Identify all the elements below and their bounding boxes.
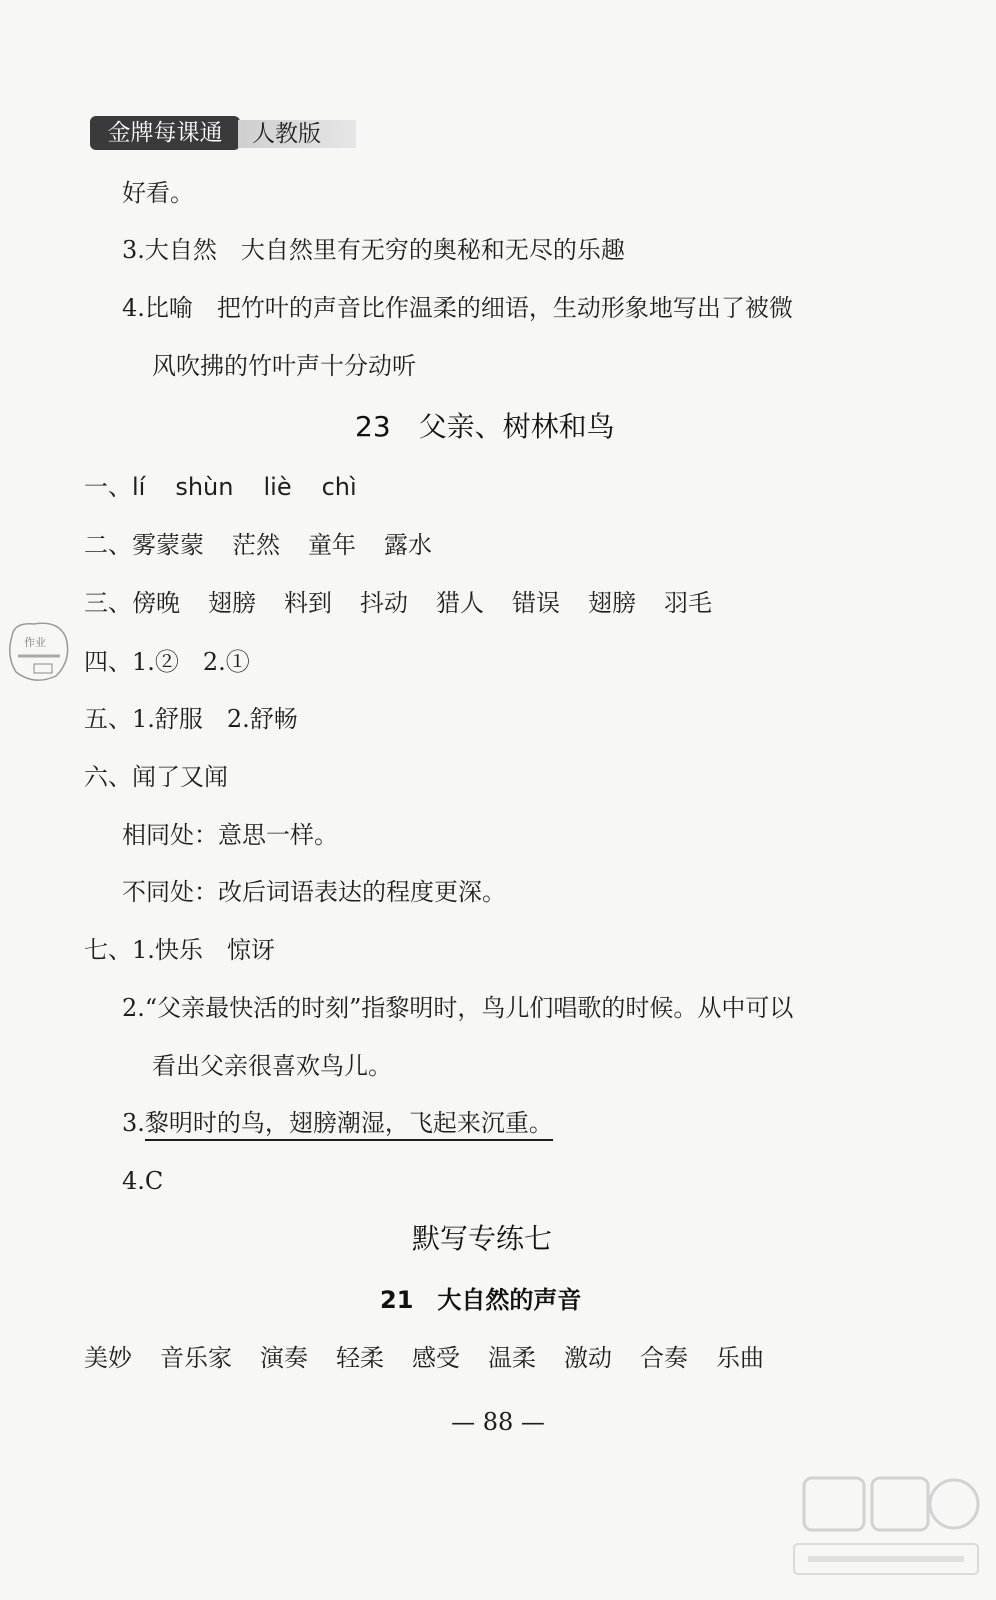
section-3 bbox=[84, 588, 712, 618]
section-6-title: 六、闻了又闻 bbox=[84, 763, 228, 791]
pinyin-item: liè bbox=[263, 473, 292, 501]
section-1 bbox=[84, 472, 357, 502]
word-item: 感受 bbox=[412, 1344, 460, 1372]
section-7-q1: 七、1.快乐 惊讶 bbox=[84, 936, 275, 964]
word-item: 温柔 bbox=[488, 1344, 536, 1372]
stamp-text: 作业 bbox=[24, 636, 46, 649]
pinyin-item: chì bbox=[321, 473, 357, 501]
word-item: 激动 bbox=[564, 1344, 612, 1372]
dictation-words bbox=[84, 1343, 764, 1373]
stamp-icon bbox=[4, 616, 74, 686]
word-item: 猎人 bbox=[436, 589, 484, 617]
section-7-q2-line1: 2.“父亲最快活的时刻”指黎明时，鸟儿们唱歌的时候。从中可以 bbox=[122, 994, 794, 1022]
page-header bbox=[90, 116, 362, 152]
word-item: 美妙 bbox=[84, 1344, 132, 1372]
section-3-label: 三、 bbox=[84, 589, 132, 617]
prev-line-0: 好看。 bbox=[122, 179, 194, 207]
word-item: 茫然 bbox=[232, 531, 280, 559]
section-5: 五、1.舒服 2.舒畅 bbox=[84, 705, 298, 733]
word-item: 合奏 bbox=[640, 1344, 688, 1372]
section-2-label: 二、 bbox=[84, 531, 132, 559]
word-item: 轻柔 bbox=[336, 1344, 384, 1372]
q3-underlined-answer: 黎明时的鸟，翅膀潮湿，飞起来沉重。 bbox=[145, 1109, 553, 1141]
dictation-lesson-title: 21 大自然的声音 bbox=[380, 1286, 582, 1314]
word-item: 童年 bbox=[308, 531, 356, 559]
word-item: 露水 bbox=[384, 531, 432, 559]
prev-q3: 3.大自然 大自然里有无穷的奥秘和无尽的乐趣 bbox=[122, 236, 625, 264]
pinyin-item: shùn bbox=[175, 473, 234, 501]
word-item: 抖动 bbox=[360, 589, 408, 617]
section-6-same: 相同处：意思一样。 bbox=[122, 821, 338, 849]
word-item: 料到 bbox=[284, 589, 332, 617]
word-item: 演奏 bbox=[260, 1344, 308, 1372]
word-item: 羽毛 bbox=[664, 589, 712, 617]
brand-label: 金牌每课通 bbox=[90, 116, 240, 150]
section-7-q2-line2: 看出父亲很喜欢鸟儿。 bbox=[152, 1052, 392, 1080]
word-item: 音乐家 bbox=[160, 1344, 232, 1372]
watermark-logo-icon bbox=[784, 1468, 984, 1588]
section-1-label: 一、 bbox=[84, 473, 132, 501]
word-item: 错误 bbox=[512, 589, 560, 617]
word-item: 乐曲 bbox=[716, 1344, 764, 1372]
section-7-q3 bbox=[122, 1108, 553, 1138]
edition-label: 人教版 bbox=[238, 120, 356, 148]
section-6-diff: 不同处：改后词语表达的程度更深。 bbox=[122, 878, 506, 906]
page-number: — 88 — bbox=[451, 1408, 545, 1436]
word-item: 雾蒙蒙 bbox=[132, 531, 204, 559]
section-2 bbox=[84, 530, 432, 560]
word-item: 傍晚 bbox=[132, 589, 180, 617]
dictation-title: 默写专练七 bbox=[412, 1222, 553, 1255]
pinyin-item: lí bbox=[132, 473, 146, 501]
word-item: 翅膀 bbox=[208, 589, 256, 617]
word-item: 翅膀 bbox=[588, 589, 636, 617]
lesson-23-title: 23 父亲、树林和鸟 bbox=[355, 410, 615, 443]
prev-q4-line1: 4.比喻 把竹叶的声音比作温柔的细语，生动形象地写出了被微 bbox=[122, 294, 793, 322]
prev-q4-line2: 风吹拂的竹叶声十分动听 bbox=[152, 352, 416, 380]
q3-number: 3. bbox=[122, 1109, 145, 1137]
section-4: 四、1.② 2.① bbox=[84, 648, 250, 676]
section-7-q4: 4.C bbox=[122, 1167, 164, 1195]
